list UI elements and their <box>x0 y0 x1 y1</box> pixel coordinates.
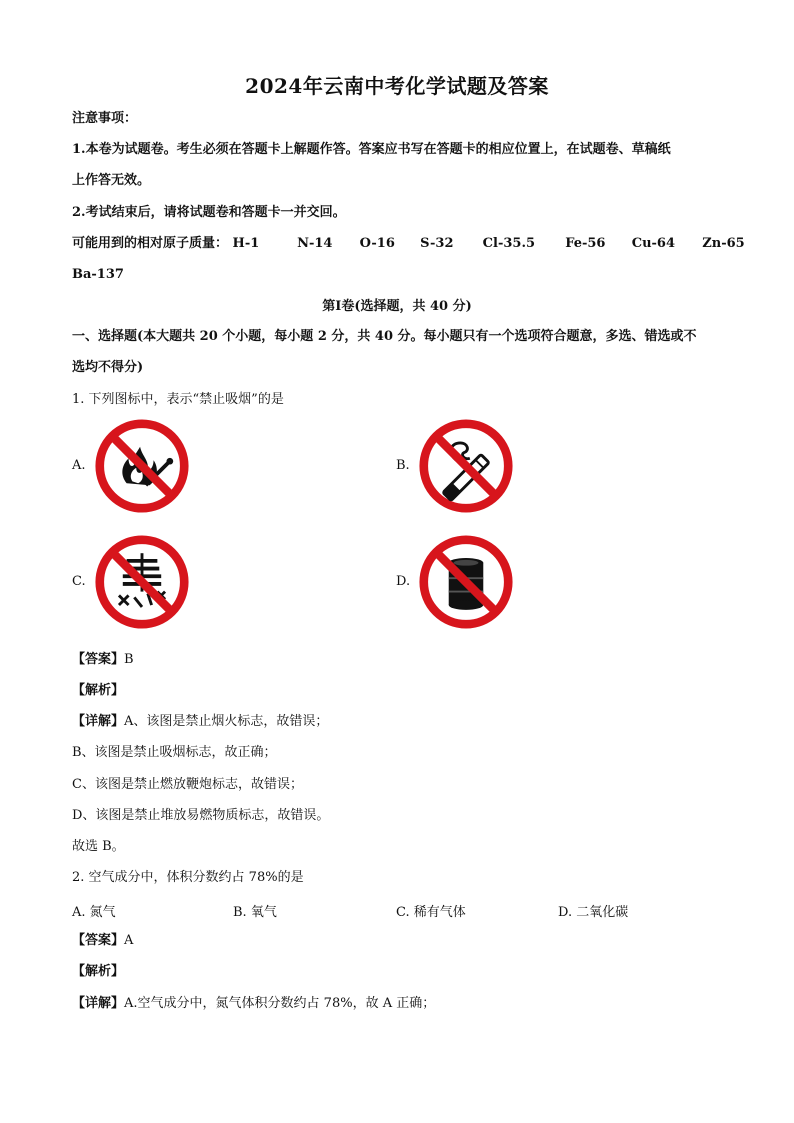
mass-s: S-32 <box>420 236 454 251</box>
notice-heading: 注意事项： <box>72 111 138 126</box>
detail-tag: 【详解】 <box>72 996 125 1011</box>
page-title: 2024年云南中考化学试题及答案 <box>245 74 549 98</box>
q2-option-b: B. 氧气 <box>233 905 277 920</box>
detail-tag: 【详解】 <box>72 714 125 729</box>
atomic-masses-line <box>72 235 745 253</box>
notice-item-2: 2.考试结束后，请将试题卷和答题卡一并交回。 <box>72 205 346 220</box>
answer-tag: 【答案】 <box>72 933 125 948</box>
detail-text: A、该图是禁止烟火标志，故错误； <box>124 714 329 729</box>
q1-option-a-label: A. <box>72 458 86 473</box>
mass-fe: Fe-56 <box>565 236 606 251</box>
no-smoking-sign-icon <box>418 418 514 514</box>
mass-o: O-16 <box>359 236 395 251</box>
q2-detail <box>72 995 435 1013</box>
answer-value: A <box>124 933 134 948</box>
q2-analysis-tag: 【解析】 <box>72 964 125 979</box>
no-flammable-storage-sign-icon <box>418 534 514 630</box>
mass-n: N-14 <box>297 236 333 251</box>
section-heading-cont: 选均不得分) <box>72 360 144 375</box>
q2-option-c: C. 稀有气体 <box>396 905 466 920</box>
no-fire-sign-icon <box>94 418 190 514</box>
q1-detail-c: C、该图是禁止燃放鞭炮标志，故错误； <box>72 777 303 792</box>
q1-detail-a <box>72 713 328 731</box>
q2-answer <box>72 932 133 950</box>
answer-tag: 【答案】 <box>72 652 125 667</box>
mass-cu: Cu-64 <box>631 236 676 251</box>
mass-cl: Cl-35.5 <box>482 236 536 251</box>
volume-title: 第Ⅰ卷(选择题，共 40 分) <box>322 299 472 314</box>
notice-item-1-cont: 上作答无效。 <box>72 173 151 188</box>
question-1-stem: 1. 下列图标中，表示“禁止吸烟”的是 <box>72 392 284 407</box>
mass-h: H-1 <box>232 236 260 251</box>
q1-choice: 故选 B。 <box>72 839 125 854</box>
notice-item-1: 1.本卷为试题卷。考生必须在答题卡上解题作答。答案应书写在答题卡的相应位置上，在试题卷、草稿纸 <box>72 142 671 157</box>
atomic-masses-label: 可能用到的相对原子质量： <box>72 236 229 251</box>
q1-option-b-label: B. <box>396 458 410 473</box>
q1-detail-d: D、该图是禁止堆放易燃物质标志，故错误。 <box>72 808 330 823</box>
q2-option-a: A. 氮气 <box>72 905 116 920</box>
mass-zn: Zn-65 <box>702 236 745 251</box>
q1-answer <box>72 651 134 669</box>
q1-option-d-label: D. <box>396 574 411 589</box>
q2-option-d: D. 二氧化碳 <box>558 905 629 920</box>
answer-value: B <box>124 652 134 667</box>
section-heading: 一、选择题(本大题共 20 个小题，每小题 2 分，共 40 分。每小题只有一个选项符合题意，多选、错选或不 <box>72 329 697 344</box>
question-2-stem: 2. 空气成分中，体积分数约占 78%的是 <box>72 870 304 885</box>
no-firecrackers-sign-icon <box>94 534 190 630</box>
atomic-masses-line-2: Ba-137 <box>72 267 124 282</box>
q1-option-c-label: C. <box>72 574 86 589</box>
q1-detail-b: B、该图是禁止吸烟标志，故正确； <box>72 745 277 760</box>
q1-analysis-tag: 【解析】 <box>72 683 125 698</box>
detail-text: A.空气成分中，氮气体积分数约占 78%，故 A 正确； <box>124 996 436 1011</box>
